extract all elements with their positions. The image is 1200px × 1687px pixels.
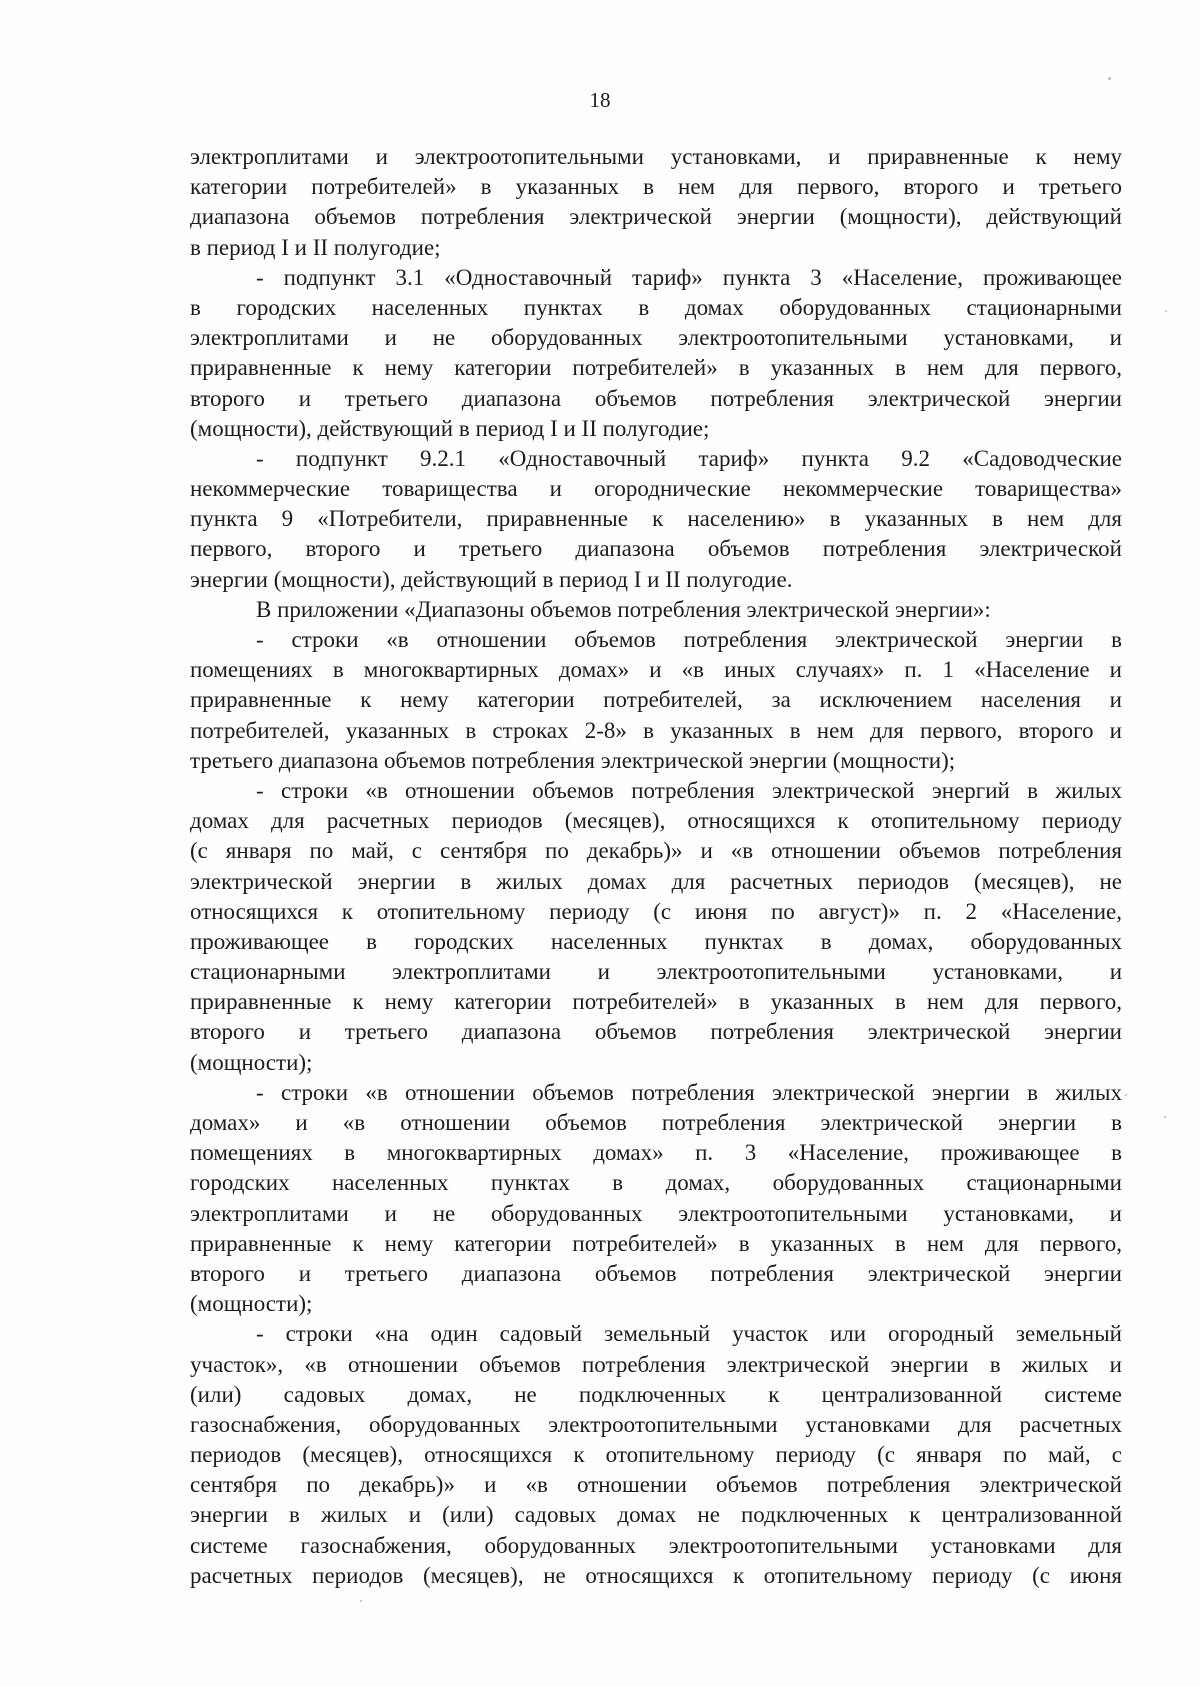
text-line: категории потребителей» в указанных в нем для первого, второго и третьего [190, 174, 1122, 200]
text-line: помещениях в многоквартирных домах» и «в иных случаях» п. 1 «Население и [190, 657, 1122, 683]
text-line: электрической энергии в жилых домах для расчетных периодов (месяцев), не [190, 868, 1122, 894]
text-line: помещениях в многоквартирных домах» п. 3 «Население, проживающее в [190, 1140, 1122, 1166]
text-line: расчетных периодов (месяцев), не относящихся к отопительному периоду (с июня [190, 1562, 1122, 1588]
text-line: второго и третьего диапазона объемов потребления электрической энергии [190, 385, 1122, 411]
text-line: в городских населенных пунктах в домах оборудованных стационарными [190, 294, 1122, 320]
text-line: приравненные к нему категории потребителей» в указанных в нем для первого, [190, 989, 1122, 1015]
text-line: домах» и «в отношении объемов потребления электрической энергии в [190, 1110, 1122, 1135]
text-line: электроплитами и электроотопительными установками, и приравненные к нему [190, 144, 1122, 169]
text-line: - подпункт 3.1 «Одноставочный тариф» пункта 3 «Население, проживающее [256, 264, 1122, 290]
page-number: 18 [589, 88, 611, 112]
text-line: - строки «в отношении объемов потребления электрической энергии в [256, 627, 1122, 652]
text-line: (мощности), действующий в период I и II полугодие; [190, 415, 710, 441]
text-line: (с января по май, с сентября по декабрь)» и «в отношении объемов потребления [190, 838, 1122, 864]
text-line: системе газоснабжения, оборудованных электроотопительными установками для [190, 1532, 1122, 1558]
text-line: первого, второго и третьего диапазона объемов потребления электрической [190, 536, 1122, 562]
text-line: стационарными электроплитами и электроотопительными установками, и [190, 959, 1122, 985]
text-line: сентября по декабрь)» и «в отношении объемов потребления электрической [190, 1472, 1122, 1498]
text-line: некоммерческие товарищества и огороднические некоммерческие товарищества» [190, 476, 1122, 502]
document-body [190, 142, 1122, 1591]
text-line: городских населенных пунктах в домах, оборудованных стационарными [190, 1170, 1122, 1196]
text-line: периодов (месяцев), относящихся к отопительному периоду (с января по май, с [190, 1442, 1122, 1468]
text-line: приравненные к нему категории потребителей» в указанных в нем для первого, [190, 355, 1122, 381]
scan-speck [1164, 1116, 1166, 1118]
scan-speck [360, 1600, 362, 1602]
text-line: - строки «в отношении объемов потребления электрической энергий в жилых [256, 777, 1122, 803]
text-line: электроплитами и не оборудованных электроотопительными установками, и [190, 325, 1122, 351]
scan-speck [1165, 310, 1167, 312]
text-line: приравненные к нему категории потребителей» в указанных в нем для первого, [190, 1230, 1122, 1256]
text-line: газоснабжения, оборудованных электроотопительными установками для расчетных [190, 1411, 1122, 1437]
text-line: энергии (мощности), действующий в период I и II полугодие. [190, 566, 793, 592]
text-line: домах для расчетных периодов (месяцев), относящихся к отопительному периоду [190, 808, 1122, 834]
text-line: - строки «в отношении объемов потребления электрической энергии в жилых [256, 1079, 1122, 1105]
text-line: энергии в жилых и (или) садовых домах не подключенных к централизованной [190, 1502, 1122, 1528]
text-line: третьего диапазона объемов потребления электрической энергии (мощности); [190, 747, 956, 773]
text-line: проживающее в городских населенных пунктах в домах, оборудованных [190, 928, 1122, 954]
text-line: пункта 9 «Потребители, приравненные к населению» в указанных в нем для [190, 506, 1122, 532]
text-line: второго и третьего диапазона объемов потребления электрической энергии [190, 1019, 1122, 1045]
text-line: относящихся к отопительному периоду (с июня по август)» п. 2 «Население, [190, 898, 1122, 924]
text-line: второго и третьего диапазона объемов потребления электрической энергии [190, 1260, 1122, 1286]
text-line: - подпункт 9.2.1 «Одноставочный тариф» пункта 9.2 «Садоводческие [256, 445, 1122, 471]
text-line: диапазона объемов потребления электрической энергии (мощности), действующий [190, 204, 1122, 230]
scan-speck [1108, 77, 1111, 80]
text-line: потребителей, указанных в строках 2-8» в указанных в нем для первого, второго и [190, 717, 1122, 743]
text-line: приравненные к нему категории потребителей, за исключением населения и [190, 687, 1122, 713]
text-line: (мощности); [190, 1049, 313, 1075]
text-line: - строки «на один садовый земельный участок или огородный земельный [256, 1321, 1122, 1347]
text-line: электроплитами и не оборудованных электроотопительными установками, и [190, 1200, 1122, 1226]
text-line: участок», «в отношении объемов потребления электрической энергии в жилых и [190, 1351, 1122, 1377]
text-line: (или) садовых домах, не подключенных к централизованной системе [190, 1381, 1122, 1407]
text-line: в период I и II полугодие; [190, 234, 441, 260]
text-line: В приложении «Диапазоны объемов потребления электрической энергии»: [256, 596, 991, 622]
text-line: (мощности); [190, 1291, 313, 1317]
scan-speck [1125, 1094, 1127, 1096]
